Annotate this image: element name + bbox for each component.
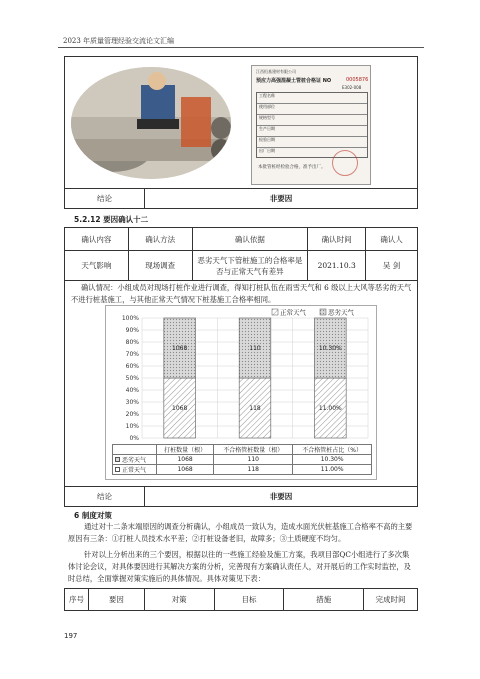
pile-photo-illustration [71,67,231,179]
th-basis: 确认依据 [192,228,308,251]
chart-legend [272,308,355,317]
form-row-label: 生产日期 [257,126,367,137]
weather-chart [105,305,377,480]
dt-series-name: 正常天气 [113,465,157,475]
dt-series-name: 恶劣天气 [113,455,157,465]
td-content: 天气影响 [65,251,129,281]
th-target: 目标 [214,589,284,611]
dt-value: 118 [214,465,293,475]
form-note: 本批管桩经检验合格，准予出厂。 [258,165,326,170]
form-number: 0005876 [346,77,369,83]
section-heading-5-2-12: 5.2.12 要因确认十二 [74,215,149,224]
chart-data-table [112,444,372,475]
y-tick-label: 30% [125,399,139,406]
photo-table [64,56,418,209]
form-title: 预应力高强混凝土管桩合格证 NO [256,78,332,84]
conclusion-value: 非要因 [269,194,293,203]
dt-value: 110 [214,455,293,465]
form-code: E302-008 [342,85,362,90]
chart-bars [164,318,346,438]
section-6-paragraph-1: 通过对十二条末端原因的调查分析确认，小组成员一致认为，造成水面光伏桩基施工合格率不高的主要原因有三条：①打桩人员技术水平差；②打桩设备老旧，故障多；③土质硬度不均匀。 [68,522,413,543]
dt-value: 1068 [157,465,214,475]
th-finish-time: 完成时间 [364,589,418,611]
legend-swatch [320,309,326,315]
y-tick-label: 90% [125,327,139,334]
conclusion-label: 结论 [65,189,145,208]
dt-value: 10.30% [293,455,372,465]
y-tick-label: 60% [125,363,139,370]
td-method: 现场调查 [128,251,192,281]
photo-cell [65,57,417,189]
th-seq: 序号 [65,589,89,611]
th-time: 确认时间 [308,228,366,251]
form-row-label: 检验日期 [257,137,367,148]
conclusion-value: 非要因 [269,491,293,501]
th-method: 确认方法 [128,228,192,251]
th-measure: 对策 [144,589,214,611]
th-action: 措施 [284,589,364,611]
td-person: 吴 剑 [366,251,418,281]
section-6-paragraph-2: 针对以上分析出来的三个要因，根据以往的一些施工经验及施工方案，我项目部QC小组进行了多次集体讨论会议，对具体要因进行其解决方案的分析，完善现有方案确认责任人，对开展后的工作实时监控，及时总结，全面掌握对策实施后的具体情况。具体对策见下表： [68,550,411,583]
form-grid [256,92,368,158]
dt-category: 打桩数量（根） [157,445,214,455]
legend-swatch [272,309,278,315]
section-heading-6: 6 制度对策 [74,511,112,520]
legend-label: 正常天气 [280,308,306,317]
th-content: 确认内容 [65,228,129,251]
y-tick-label: 20% [125,411,139,418]
th-person: 确认人 [366,228,418,251]
form-row-label: 工程名称 [257,93,367,104]
form-row-label: 规格型号 [257,115,367,126]
construction-photo [71,67,231,179]
y-tick-label: 10% [125,423,139,430]
legend-label: 恶劣天气 [328,308,354,317]
running-header: 2023 年质量管理经验交流论文汇编 [63,37,175,45]
th-cause: 要因 [88,589,144,611]
chart-y-ticks [122,315,139,442]
dt-category: 不合格管桩占比（%） [293,445,372,455]
form-row-label: 使用部位 [257,104,367,115]
countermeasure-table [64,588,418,611]
dt-value: 11.00% [293,465,372,475]
bar-data-label: 1068 [172,405,188,412]
td-time: 2021.10.3 [308,251,366,281]
y-tick-label: 80% [125,339,139,346]
y-tick-label: 100% [121,315,139,322]
bar-data-label: 1068 [172,345,188,352]
conclusion-label: 结论 [65,486,145,506]
form-row-label: 出厂日期 [259,148,275,153]
y-tick-label: 70% [125,351,139,358]
y-tick-label: 0% [129,435,139,442]
confirmation-text: 确认情况：小组成员对现场打桩作业进行调查，得知打桩队伍在雨雪天气和 6 级以上大风等恶劣的天气不进行桩基施工，与其他正常天气情况下桩基施工合格率相同。 [71,283,412,304]
bar-data-label: 110 [249,345,261,352]
form-brand: 江西恒基建材有限公司 [256,69,296,74]
dt-category: 不合格管桩数量（根） [214,445,293,455]
td-basis: 恶劣天气下管桩施工的合格率是否与正常天气有差异 [192,251,308,281]
page-number: 197 [64,632,78,640]
certificate-form [251,65,371,185]
bar-data-label: 118 [249,405,261,412]
y-tick-label: 40% [125,387,139,394]
confirmation-table [64,227,418,281]
header-rule [58,47,424,48]
confirmation-box [64,280,418,507]
inspection-stamp [332,150,358,176]
y-tick-label: 50% [125,375,139,382]
bar-data-label: 11.00% [318,405,342,412]
bar-data-label: 10.30% [318,345,342,352]
dt-corner [113,445,157,455]
dt-value: 1068 [157,455,214,465]
